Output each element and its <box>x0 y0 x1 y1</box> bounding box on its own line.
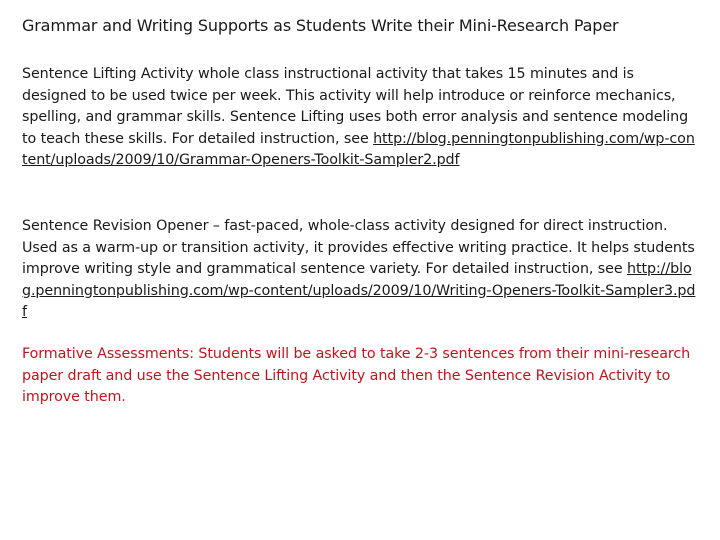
sentence-lifting-paragraph <box>22 64 698 172</box>
sentence-lifting-text: Sentence Lifting Activity whole class instructional activity that takes 15 minutes and is designed to be used twice per week. This activity will help introduce or reinforce mechanics, spelling, and grammar skills. Sentence Lifting uses both error analysis and sentence modeling to teach these skills. For detailed instruction, see <box>22 66 689 147</box>
sentence-lifting-link[interactable]: http://blog.penningtonpublishing.com/wp-content/uploads/2009/10/Grammar-Openers-Toolkit-Sampler2.pdf <box>22 130 695 168</box>
sentence-revision-link[interactable]: http://blog.penningtonpublishing.com/wp-content/uploads/2009/10/Writing-Openers-Toolkit-Sampler3.pdf <box>22 261 696 320</box>
formative-assessments-paragraph: Formative Assessments: Students will be asked to take 2-3 sentences from their mini-research paper draft and use the Sentence Lifting Activity and then the Sentence Revision Activity to improve them. <box>22 346 691 405</box>
slide-title: Grammar and Writing Supports as Students Write their Mini-Research Paper <box>22 16 619 35</box>
sentence-revision-paragraph <box>22 216 698 324</box>
sentence-revision-text: Sentence Revision Opener – fast-paced, whole-class activity designed for direct instruction. Used as a warm-up or transition activity, it provides effective writing practice. It helps students improve writing style and grammatical sentence variety. For detailed instruction, see <box>22 218 695 277</box>
